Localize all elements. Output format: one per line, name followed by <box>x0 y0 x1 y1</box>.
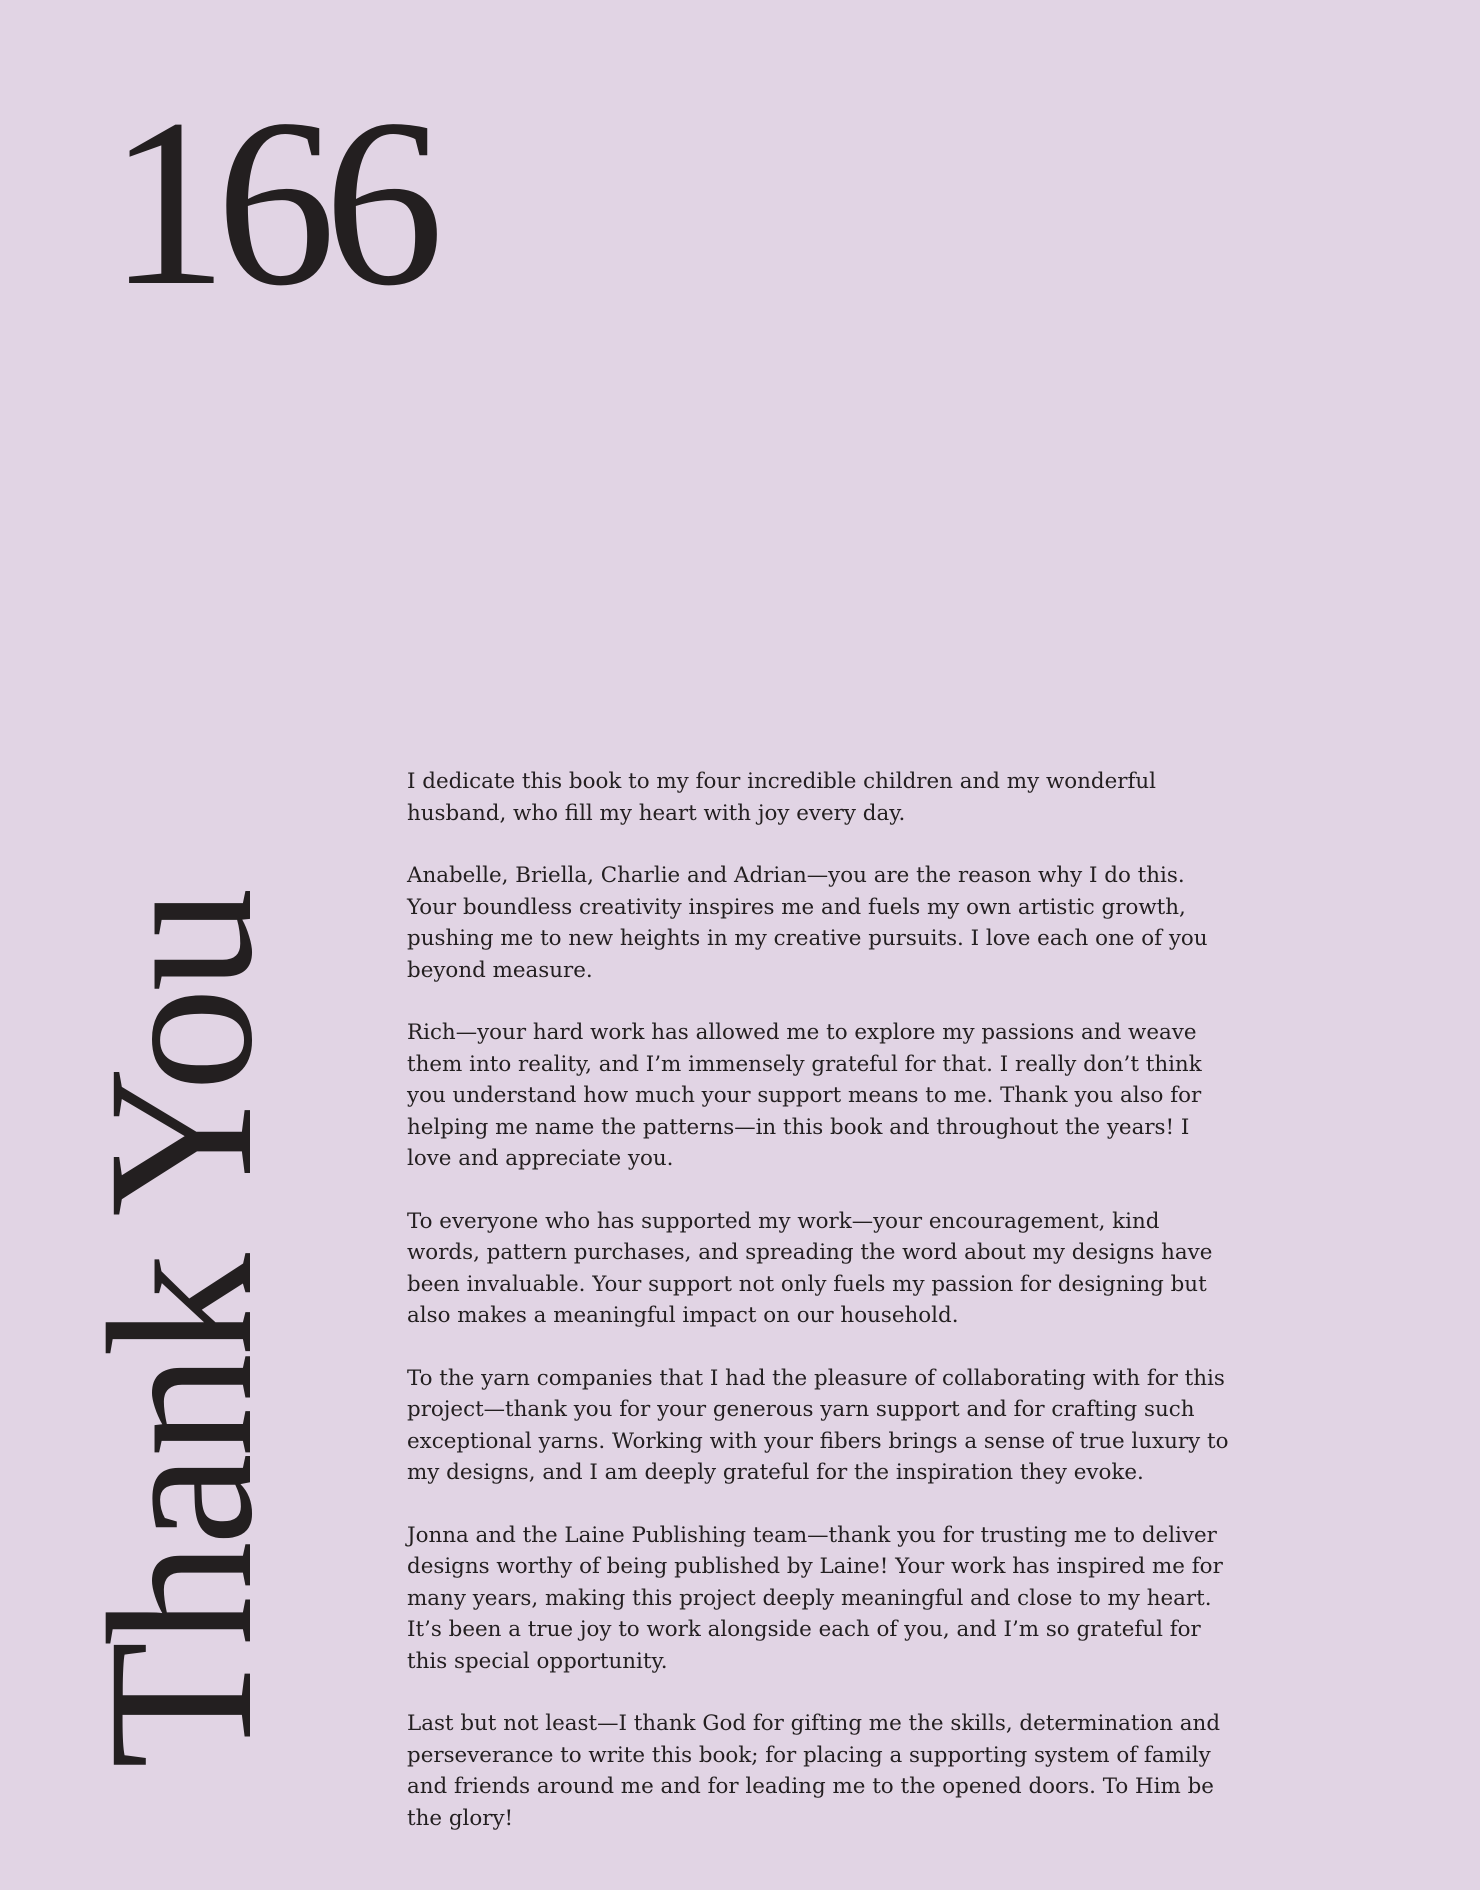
paragraph-supporters: To everyone who has supported my work—your encouragement, kind words, pattern purchases, and spreading the word about my designs have been invaluable. Your support not only fuels my passion for designing but also makes a meaningful impact on our household. <box>407 1208 1213 1328</box>
paragraph-children: Anabelle, Briella, Charlie and Adrian—you are the reason why I do this. Your boundless creativity inspires me and fuels my own artistic growth, pushing me to new heights in my creative pursuits. I love each one of you beyond measure. <box>407 863 1208 983</box>
paragraph-yarn-companies: To the yarn companies that I had the pleasure of collaborating with for this project—thank you for your generous yarn support and for crafting such exceptional yarns. Working with your fibers brings a sense of true luxury to my designs, and I am deeply grateful for the inspiration they evoke. <box>407 1365 1229 1485</box>
paragraph-dedication: I dedicate this book to my four incredible children and my wonderful husband, who fill my heart with joy every day. <box>407 769 1157 826</box>
page-title: Thank You <box>65 891 295 1769</box>
paragraph-god: Last but not least—I thank God for gifting me the skills, determination and perseverance to write this book; for placing a supporting system of family and friends around me and for leading me to the opened doors. To Him be the glory! <box>407 1711 1221 1831</box>
paragraph-husband: Rich—your hard work has allowed me to explore my passions and weave them into reality, and I’m immensely grateful for that. I really don’t think you understand how much your support means to me. Thank you also for helping me name the patterns—in this book and throughout the years! I love and appreciate you. <box>407 1020 1202 1171</box>
dedication-text <box>407 766 1237 1865</box>
page-number: 166 <box>108 69 432 335</box>
paragraph-publisher: Jonna and the Laine Publishing team—thank you for trusting me to deliver designs worthy of being published by Laine! Your work has inspired me for many years, making this project deeply meaningful and close to my heart. It’s been a true joy to work alongside each of you, and I’m so grateful for this special opportunity. <box>407 1522 1223 1674</box>
